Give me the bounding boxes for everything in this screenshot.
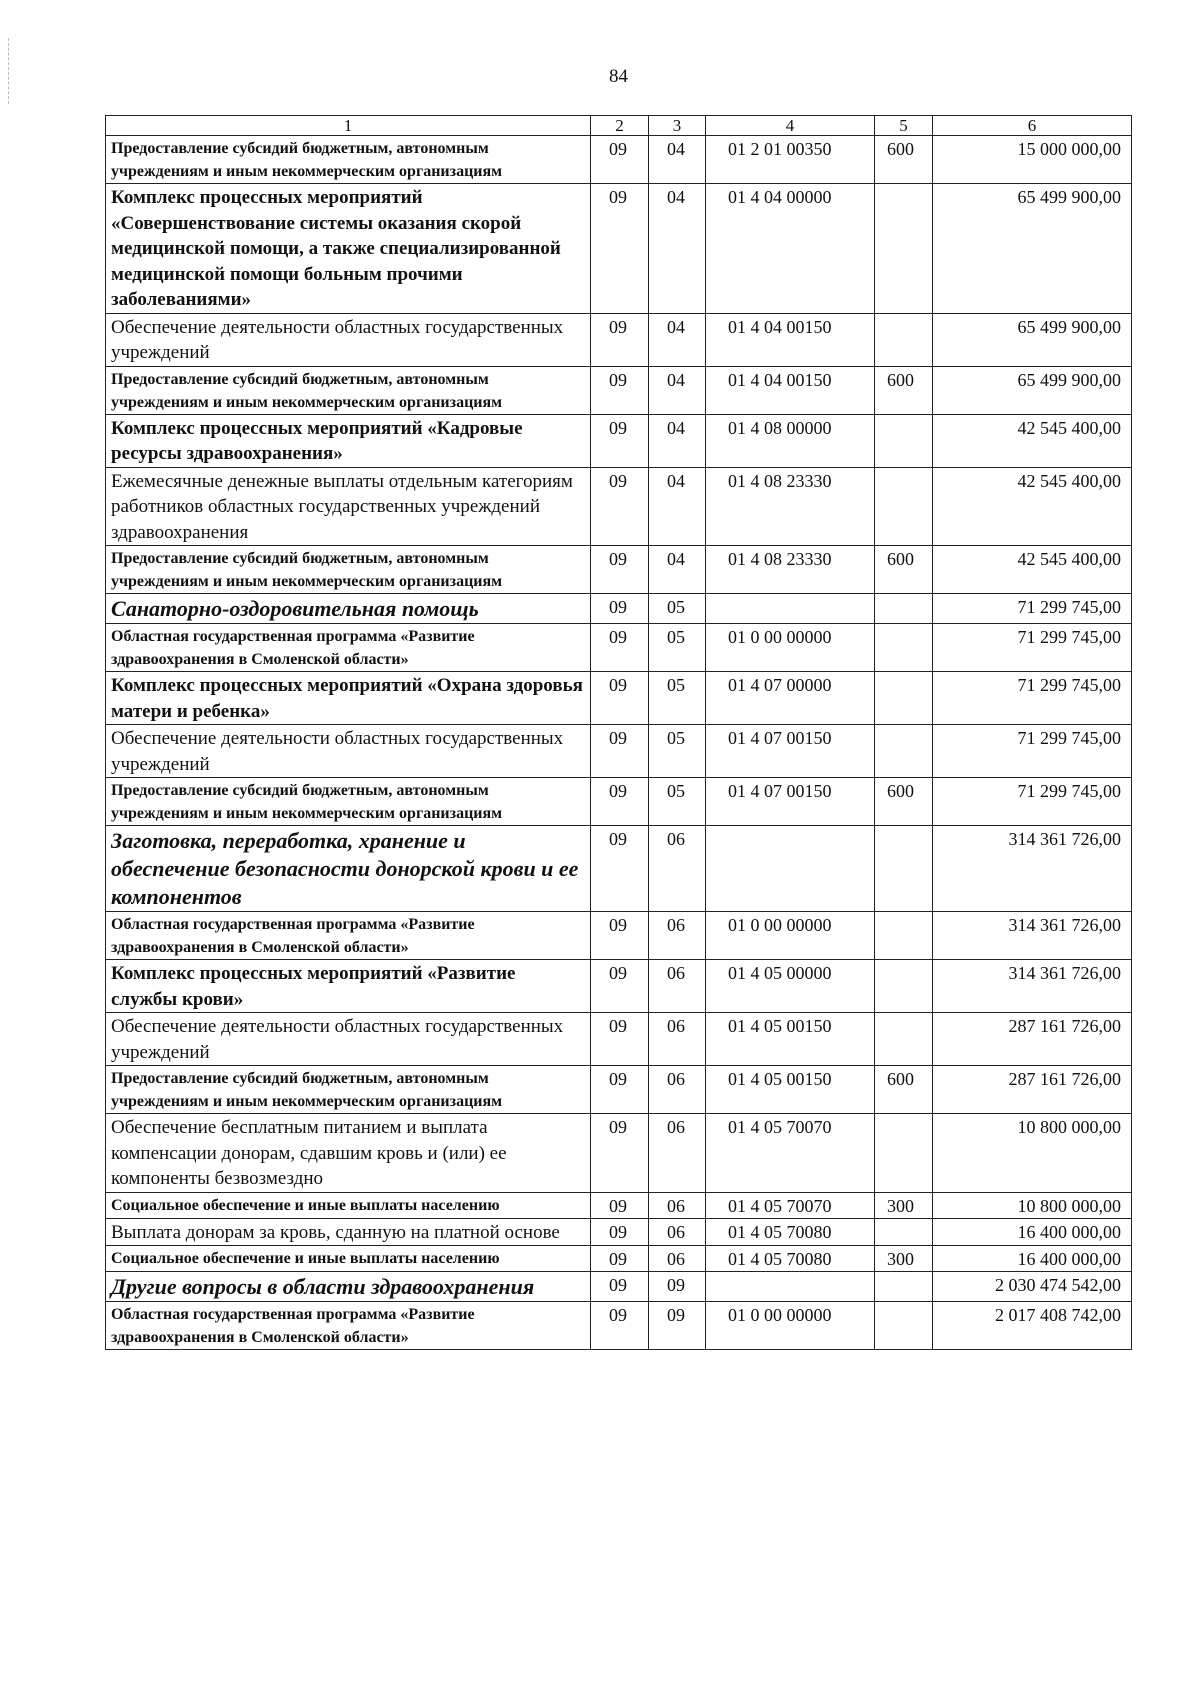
- section-code-cell: 09: [591, 1013, 649, 1066]
- subsection-code-cell: 04: [649, 313, 706, 366]
- target-article-code-cell: 01 4 08 23330: [706, 546, 875, 594]
- target-article-code-cell: 01 4 05 00150: [706, 1013, 875, 1066]
- table-row: [106, 1246, 1132, 1272]
- amount-cell: 71 299 745,00: [933, 778, 1132, 826]
- amount-cell: 71 299 745,00: [933, 672, 1132, 725]
- table-row: [106, 1114, 1132, 1193]
- subsection-code-cell: 05: [649, 624, 706, 672]
- subsection-code-cell: 04: [649, 136, 706, 184]
- table-row: [106, 826, 1132, 912]
- expense-type-code-cell: [875, 960, 933, 1013]
- subsection-code-cell: 04: [649, 184, 706, 314]
- section-code-cell: 09: [591, 672, 649, 725]
- table-row: [106, 1192, 1132, 1218]
- table-row: [106, 778, 1132, 826]
- expense-type-code-cell: 600: [875, 136, 933, 184]
- section-code-cell: 09: [591, 826, 649, 912]
- expense-type-code-cell: 600: [875, 1066, 933, 1114]
- table-row: [106, 1013, 1132, 1066]
- amount-cell: 314 361 726,00: [933, 912, 1132, 960]
- target-article-code-cell: 01 4 05 70070: [706, 1192, 875, 1218]
- item-name-cell: Областная государственная программа «Развитие здравоохранения в Смоленской области»: [106, 624, 591, 672]
- item-name-cell: Комплекс процессных мероприятий «Развитие службы крови»: [106, 960, 591, 1013]
- section-code-cell: 09: [591, 313, 649, 366]
- item-name-cell: Социальное обеспечение и иные выплаты населению: [106, 1246, 591, 1272]
- target-article-code-cell: [706, 594, 875, 624]
- section-code-cell: 09: [591, 1114, 649, 1193]
- expense-type-code-cell: [875, 672, 933, 725]
- amount-cell: 65 499 900,00: [933, 366, 1132, 414]
- table-row: [106, 546, 1132, 594]
- target-article-code-cell: 01 4 05 70080: [706, 1218, 875, 1246]
- header-cell-1: 1: [106, 116, 591, 136]
- amount-cell: 287 161 726,00: [933, 1066, 1132, 1114]
- table-row: [106, 1066, 1132, 1114]
- header-row: [106, 116, 1132, 136]
- subsection-code-cell: 06: [649, 1114, 706, 1193]
- table-row: [106, 184, 1132, 314]
- section-code-cell: 09: [591, 912, 649, 960]
- section-code-cell: 09: [591, 467, 649, 546]
- section-code-cell: 09: [591, 1192, 649, 1218]
- item-name-cell: Санаторно-оздоровительная помощь: [106, 594, 591, 624]
- table-body: [106, 116, 1132, 1350]
- amount-cell: 2 017 408 742,00: [933, 1302, 1132, 1350]
- target-article-code-cell: 01 4 04 00000: [706, 184, 875, 314]
- header-cell-3: 3: [649, 116, 706, 136]
- item-name-cell: Социальное обеспечение и иные выплаты населению: [106, 1192, 591, 1218]
- section-code-cell: 09: [591, 960, 649, 1013]
- item-name-cell: Обеспечение деятельности областных государственных учреждений: [106, 1013, 591, 1066]
- amount-cell: 10 800 000,00: [933, 1114, 1132, 1193]
- table-row: [106, 725, 1132, 778]
- header-cell-6: 6: [933, 116, 1132, 136]
- amount-cell: 65 499 900,00: [933, 184, 1132, 314]
- target-article-code-cell: 01 0 00 00000: [706, 912, 875, 960]
- amount-cell: 314 361 726,00: [933, 960, 1132, 1013]
- subsection-code-cell: 06: [649, 826, 706, 912]
- expense-type-code-cell: [875, 1013, 933, 1066]
- amount-cell: 42 545 400,00: [933, 467, 1132, 546]
- subsection-code-cell: 06: [649, 912, 706, 960]
- expense-type-code-cell: [875, 912, 933, 960]
- expense-type-code-cell: 600: [875, 546, 933, 594]
- item-name-cell: Заготовка, переработка, хранение и обеспечение безопасности донорской крови и ее компонентов: [106, 826, 591, 912]
- amount-cell: 42 545 400,00: [933, 546, 1132, 594]
- expense-type-code-cell: [875, 184, 933, 314]
- item-name-cell: Комплекс процессных мероприятий «Совершенствование системы оказания скорой медицинской помощи, а также специализированной медицинской помощи больным прочими заболеваниями»: [106, 184, 591, 314]
- expense-type-code-cell: [875, 826, 933, 912]
- item-name-cell: Предоставление субсидий бюджетным, автономным учреждениям и иным некоммерческим организациям: [106, 136, 591, 184]
- section-code-cell: 09: [591, 624, 649, 672]
- table-row: [106, 624, 1132, 672]
- amount-cell: 10 800 000,00: [933, 1192, 1132, 1218]
- expense-type-code-cell: [875, 414, 933, 467]
- amount-cell: 16 400 000,00: [933, 1246, 1132, 1272]
- amount-cell: 71 299 745,00: [933, 624, 1132, 672]
- expense-type-code-cell: 600: [875, 778, 933, 826]
- table-row: [106, 366, 1132, 414]
- expense-type-code-cell: [875, 1114, 933, 1193]
- item-name-cell: Предоставление субсидий бюджетным, автономным учреждениям и иным некоммерческим организациям: [106, 366, 591, 414]
- target-article-code-cell: 01 4 04 00150: [706, 313, 875, 366]
- amount-cell: 16 400 000,00: [933, 1218, 1132, 1246]
- subsection-code-cell: 04: [649, 546, 706, 594]
- amount-cell: 71 299 745,00: [933, 725, 1132, 778]
- expense-type-code-cell: [875, 1218, 933, 1246]
- section-code-cell: 09: [591, 366, 649, 414]
- item-name-cell: Областная государственная программа «Развитие здравоохранения в Смоленской области»: [106, 912, 591, 960]
- expense-type-code-cell: [875, 1272, 933, 1302]
- amount-cell: 42 545 400,00: [933, 414, 1132, 467]
- subsection-code-cell: 05: [649, 725, 706, 778]
- subsection-code-cell: 06: [649, 1013, 706, 1066]
- subsection-code-cell: 05: [649, 594, 706, 624]
- item-name-cell: Предоставление субсидий бюджетным, автономным учреждениям и иным некоммерческим организациям: [106, 778, 591, 826]
- expense-type-code-cell: [875, 725, 933, 778]
- subsection-code-cell: 06: [649, 960, 706, 1013]
- item-name-cell: Другие вопросы в области здравоохранения: [106, 1272, 591, 1302]
- item-name-cell: Областная государственная программа «Развитие здравоохранения в Смоленской области»: [106, 1302, 591, 1350]
- section-code-cell: 09: [591, 1246, 649, 1272]
- target-article-code-cell: [706, 1272, 875, 1302]
- amount-cell: 15 000 000,00: [933, 136, 1132, 184]
- section-code-cell: 09: [591, 1302, 649, 1350]
- amount-cell: 314 361 726,00: [933, 826, 1132, 912]
- subsection-code-cell: 06: [649, 1066, 706, 1114]
- header-cell-5: 5: [875, 116, 933, 136]
- subsection-code-cell: 06: [649, 1218, 706, 1246]
- expense-type-code-cell: [875, 467, 933, 546]
- target-article-code-cell: 01 4 07 00150: [706, 725, 875, 778]
- table-row: [106, 912, 1132, 960]
- expense-type-code-cell: [875, 1302, 933, 1350]
- subsection-code-cell: 05: [649, 672, 706, 725]
- table-row: [106, 594, 1132, 624]
- subsection-code-cell: 09: [649, 1272, 706, 1302]
- amount-cell: 287 161 726,00: [933, 1013, 1132, 1066]
- section-code-cell: 09: [591, 546, 649, 594]
- subsection-code-cell: 06: [649, 1192, 706, 1218]
- table-row: [106, 136, 1132, 184]
- target-article-code-cell: 01 4 05 00150: [706, 1066, 875, 1114]
- header-cell-4: 4: [706, 116, 875, 136]
- subsection-code-cell: 09: [649, 1302, 706, 1350]
- subsection-code-cell: 06: [649, 1246, 706, 1272]
- subsection-code-cell: 04: [649, 467, 706, 546]
- target-article-code-cell: 01 0 00 00000: [706, 1302, 875, 1350]
- target-article-code-cell: 01 0 00 00000: [706, 624, 875, 672]
- expense-type-code-cell: [875, 624, 933, 672]
- expense-type-code-cell: [875, 594, 933, 624]
- table-row: [106, 672, 1132, 725]
- target-article-code-cell: [706, 826, 875, 912]
- amount-cell: 71 299 745,00: [933, 594, 1132, 624]
- table-row: [106, 467, 1132, 546]
- expense-type-code-cell: 300: [875, 1192, 933, 1218]
- page-number: 84: [609, 66, 628, 87]
- section-code-cell: 09: [591, 184, 649, 314]
- item-name-cell: Комплекс процессных мероприятий «Кадровые ресурсы здравоохранения»: [106, 414, 591, 467]
- table-row: [106, 1302, 1132, 1350]
- target-article-code-cell: 01 4 05 00000: [706, 960, 875, 1013]
- table-row: [106, 414, 1132, 467]
- item-name-cell: Предоставление субсидий бюджетным, автономным учреждениям и иным некоммерческим организациям: [106, 1066, 591, 1114]
- item-name-cell: Предоставление субсидий бюджетным, автономным учреждениям и иным некоммерческим организациям: [106, 546, 591, 594]
- target-article-code-cell: 01 4 08 00000: [706, 414, 875, 467]
- item-name-cell: Комплекс процессных мероприятий «Охрана здоровья матери и ребенка»: [106, 672, 591, 725]
- table-row: [106, 1218, 1132, 1246]
- section-code-cell: 09: [591, 414, 649, 467]
- budget-table: [105, 115, 1132, 1350]
- section-code-cell: 09: [591, 136, 649, 184]
- table-row: [106, 1272, 1132, 1302]
- expense-type-code-cell: [875, 313, 933, 366]
- target-article-code-cell: 01 4 07 00000: [706, 672, 875, 725]
- subsection-code-cell: 05: [649, 778, 706, 826]
- item-name-cell: Обеспечение бесплатным питанием и выплата компенсации донорам, сдавшим кровь и (или) ее компоненты безвозмездно: [106, 1114, 591, 1193]
- target-article-code-cell: 01 4 04 00150: [706, 366, 875, 414]
- target-article-code-cell: 01 4 05 70070: [706, 1114, 875, 1193]
- section-code-cell: 09: [591, 1066, 649, 1114]
- amount-cell: 65 499 900,00: [933, 313, 1132, 366]
- table-row: [106, 960, 1132, 1013]
- table-row: [106, 313, 1132, 366]
- section-code-cell: 09: [591, 1218, 649, 1246]
- target-article-code-cell: 01 4 08 23330: [706, 467, 875, 546]
- item-name-cell: Выплата донорам за кровь, сданную на платной основе: [106, 1218, 591, 1246]
- expense-type-code-cell: 300: [875, 1246, 933, 1272]
- amount-cell: 2 030 474 542,00: [933, 1272, 1132, 1302]
- item-name-cell: Обеспечение деятельности областных государственных учреждений: [106, 313, 591, 366]
- section-code-cell: 09: [591, 778, 649, 826]
- item-name-cell: Обеспечение деятельности областных государственных учреждений: [106, 725, 591, 778]
- target-article-code-cell: 01 2 01 00350: [706, 136, 875, 184]
- target-article-code-cell: 01 4 07 00150: [706, 778, 875, 826]
- header-cell-2: 2: [591, 116, 649, 136]
- target-article-code-cell: 01 4 05 70080: [706, 1246, 875, 1272]
- section-code-cell: 09: [591, 725, 649, 778]
- subsection-code-cell: 04: [649, 414, 706, 467]
- section-code-cell: 09: [591, 1272, 649, 1302]
- section-code-cell: 09: [591, 594, 649, 624]
- subsection-code-cell: 04: [649, 366, 706, 414]
- expense-type-code-cell: 600: [875, 366, 933, 414]
- item-name-cell: Ежемесячные денежные выплаты отдельным категориям работников областных государственных учреждений здравоохранения: [106, 467, 591, 546]
